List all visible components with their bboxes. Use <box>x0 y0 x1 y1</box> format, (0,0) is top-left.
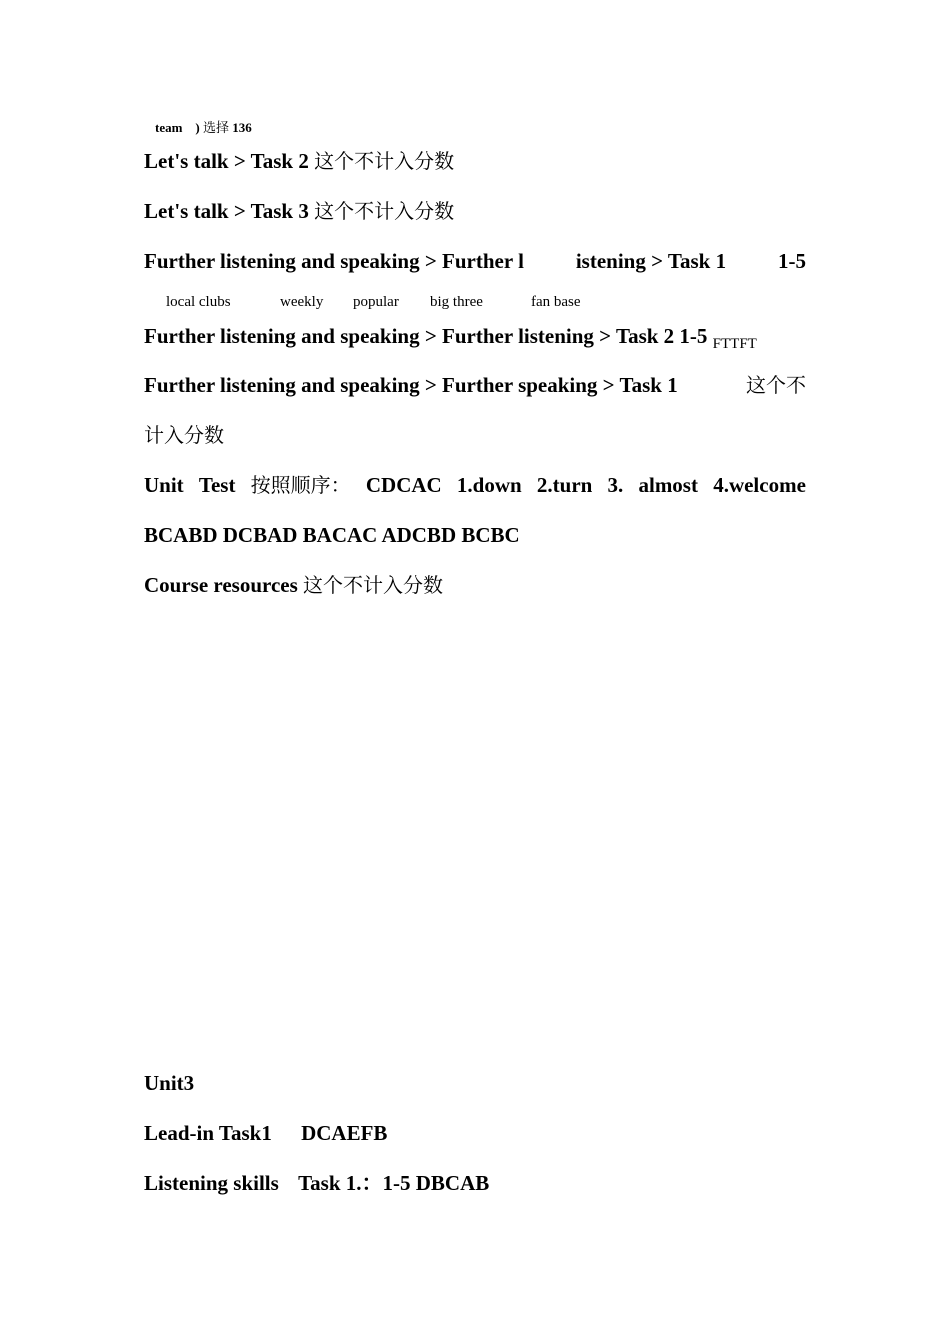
further-listening-task2-label: Further listening and speaking > Further listening > Task 2 1-5 <box>144 324 708 348</box>
not-scored-note-cont: 计入分数 <box>144 423 224 447</box>
answer-item: big three <box>430 294 483 310</box>
select-label: 选择 <box>203 121 230 136</box>
listening-skills-task1-answers: Task 1.：1-5 DBCAB <box>298 1171 490 1195</box>
unit-test-line <box>144 472 806 498</box>
unit-test-answers-line2 <box>144 522 520 548</box>
further-listening-task2-line <box>144 323 757 357</box>
further-speaking-task1-line <box>144 372 806 398</box>
unit-test-word-test: Test <box>198 473 236 497</box>
lets-talk-task2-label: Let's talk > Task 2 <box>144 149 309 173</box>
team-select-line <box>155 118 252 139</box>
unit-test-answer-3: 3. <box>607 473 624 497</box>
unit-test-answers-2: BCABD DCBAD BACAC ADCBD BCBC <box>144 523 520 547</box>
further-listening-task1-part1: Further listening and speaking > Further l <box>144 249 524 273</box>
lets-talk-task2-line <box>144 148 454 174</box>
further-listening-task1-part2: istening > Task 1 <box>575 249 727 273</box>
course-resources-label: Course resources <box>144 573 298 597</box>
answer-item: fan base <box>531 294 581 310</box>
listening-skills-label: Listening skills <box>144 1171 279 1195</box>
not-scored-note: 这个不计入分数 <box>314 199 455 223</box>
unit-test-answers-1: CDCAC <box>365 473 442 497</box>
unit-test-answer-welcome: 4.welcome <box>713 473 806 497</box>
further-listening-task2-answers: FTTFT <box>712 336 757 352</box>
select-answer: 136 <box>232 120 252 135</box>
unit-test-answer-almost: almost <box>638 473 698 497</box>
unit3-heading: Unit3 <box>144 1071 195 1095</box>
answer-item: popular <box>353 294 399 310</box>
further-listening-task1-range: 1-5 <box>778 249 806 273</box>
answer-item: weekly <box>280 294 324 310</box>
not-scored-note: 这个不计入分数 <box>303 573 444 597</box>
unit-test-word-unit: Unit <box>144 473 184 497</box>
answer-item: local clubs <box>166 294 231 310</box>
team-label: team ) <box>155 120 200 135</box>
lead-in-task1-line <box>144 1120 387 1146</box>
unit-test-order-note: 按照顺序： <box>250 473 351 497</box>
listening-skills-task1-line <box>144 1170 489 1196</box>
further-speaking-task1-continuation <box>144 422 224 448</box>
not-scored-note: 这个不计入分数 <box>314 149 455 173</box>
lets-talk-task3-label: Let's talk > Task 3 <box>144 199 309 223</box>
unit-test-answer-down: 1.down <box>456 473 522 497</box>
further-listening-task1-line <box>144 248 806 274</box>
lets-talk-task3-line <box>144 198 454 224</box>
lead-in-task1-answers: DCAEFB <box>301 1121 388 1145</box>
not-scored-note: 这个不 <box>746 373 806 397</box>
lead-in-task1-label: Lead-in Task1 <box>144 1121 272 1145</box>
course-resources-line <box>144 572 443 598</box>
unit-test-answer-turn: 2.turn <box>536 473 593 497</box>
further-speaking-task1-label: Further listening and speaking > Further speaking > Task 1 <box>144 373 678 397</box>
